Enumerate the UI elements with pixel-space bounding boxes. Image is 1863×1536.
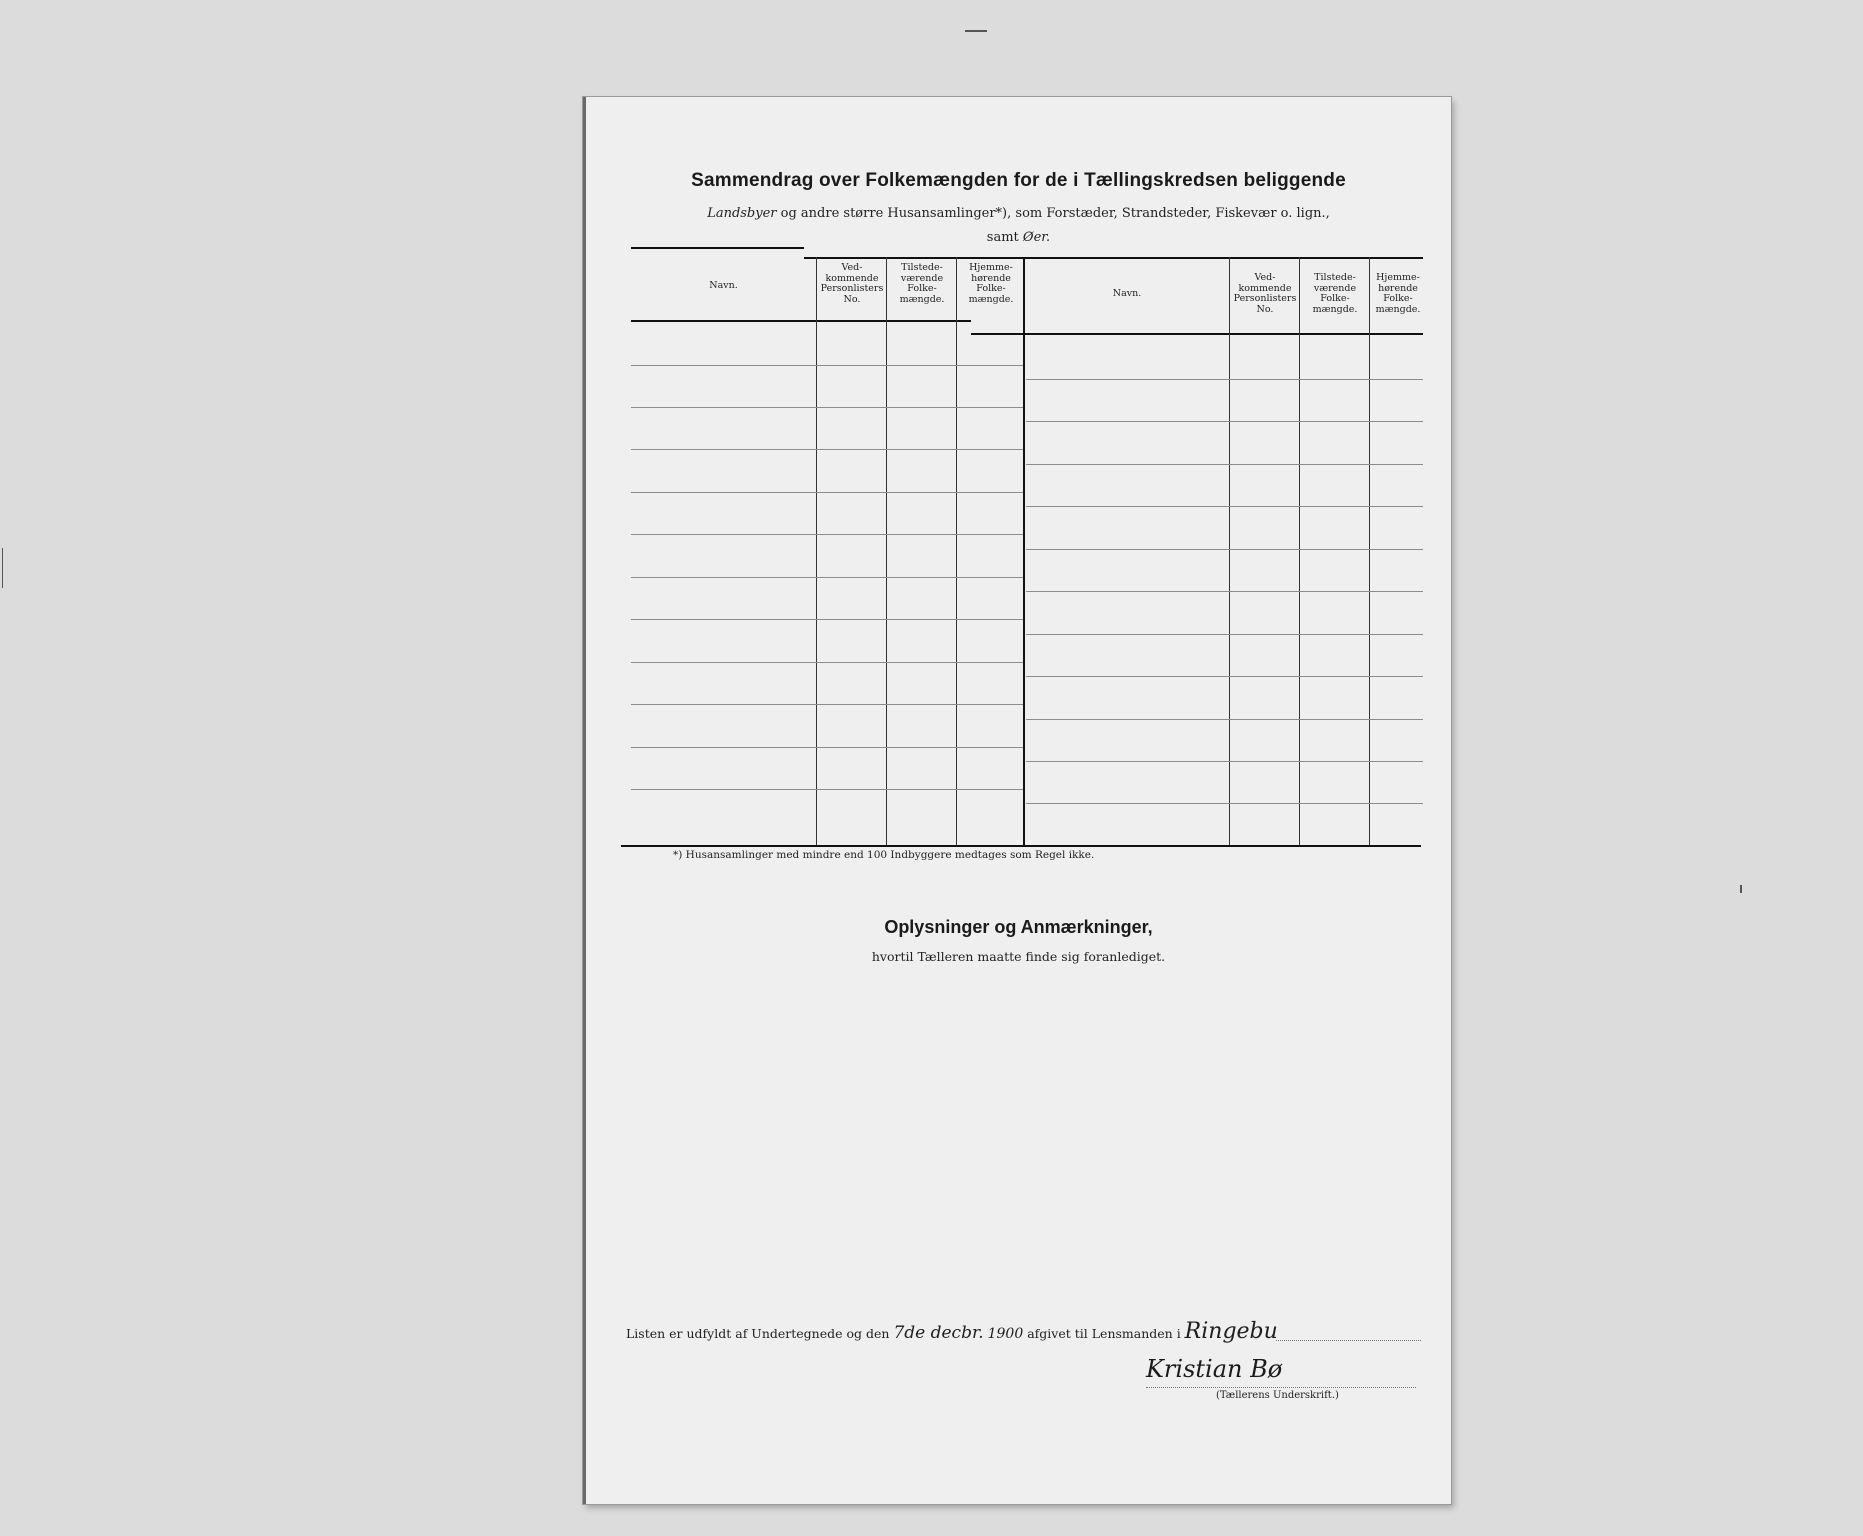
signature-caption: (Tællerens Underskrift.) xyxy=(1216,1390,1339,1401)
table-top-rule xyxy=(631,247,804,249)
col-header-hjemmehorende-left: Hjemme-hørende Folke-mængde. xyxy=(968,262,1014,305)
year: 1900 xyxy=(987,1326,1024,1342)
table-row xyxy=(631,365,1023,366)
column-divider xyxy=(956,257,957,845)
col-header-tilstedevaerende-left: Tilstede-værende Folke-mængde. xyxy=(899,262,945,305)
place-dotted-line xyxy=(1276,1340,1421,1341)
subtitle-oer: Øer. xyxy=(1022,230,1051,245)
table-header-rule xyxy=(971,333,1423,335)
form-title: Sammendrag over Folkemængden for de i Tællingskredsen beliggende xyxy=(691,170,1346,191)
column-divider xyxy=(1229,257,1230,845)
column-divider xyxy=(1299,257,1300,845)
col-header-personlisters-right: Ved-kommende Personlisters No. xyxy=(1233,272,1297,315)
statement-text-1: Listen er udfyldt af Undertegnede og den xyxy=(626,1326,890,1341)
col-header-personlisters-left: Ved-kommende Personlisters No. xyxy=(820,262,884,305)
section-title: Oplysninger og Anmærkninger, xyxy=(884,917,1153,937)
table-row xyxy=(631,747,1023,748)
table-row xyxy=(631,449,1023,450)
col-header-tilstedevaerende-right: Tilstede-værende Folke-mængde. xyxy=(1312,272,1358,315)
form-subtitle xyxy=(586,202,1451,250)
footnote: *) Husansamlinger med mindre end 100 Indbyggere medtages som Regel ikke. xyxy=(673,849,1095,861)
table-top-rule xyxy=(804,257,1423,259)
column-divider xyxy=(1369,257,1370,845)
column-divider xyxy=(886,257,887,845)
table-row xyxy=(1026,719,1423,720)
table-row xyxy=(631,492,1023,493)
handwritten-place: Ringebu xyxy=(1184,1319,1278,1344)
handwritten-signature: Kristian Bø xyxy=(1146,1355,1283,1383)
table-row xyxy=(631,704,1023,705)
table-row xyxy=(1026,591,1423,592)
table-row xyxy=(1026,549,1423,550)
table-row xyxy=(1026,634,1423,635)
col-header-navn-right: Navn. xyxy=(1112,288,1142,299)
table-bottom-rule xyxy=(621,845,1421,847)
col-header-hjemmehorende-right: Hjemme-hørende Folke-mængde. xyxy=(1375,272,1421,315)
table-row xyxy=(631,407,1023,408)
signature-dotted-line xyxy=(1146,1387,1416,1388)
signature-statement xyxy=(626,1319,1278,1344)
handwritten-date: 7de decbr. xyxy=(893,1323,984,1343)
census-form-page xyxy=(583,97,1451,1504)
subtitle-samt: samt xyxy=(986,230,1023,245)
scan-speck xyxy=(1740,885,1742,893)
table-row xyxy=(1026,803,1423,804)
subtitle-line1: og andre større Husansamlinger*), som Forstæder, Strandsteder, Fiskevær o. lign., xyxy=(776,206,1330,221)
table-row xyxy=(1026,761,1423,762)
scan-speck xyxy=(2,548,3,588)
table-row xyxy=(631,619,1023,620)
table-row xyxy=(631,789,1023,790)
table-row xyxy=(1026,464,1423,465)
column-divider xyxy=(816,257,817,845)
scan-speck xyxy=(965,30,987,32)
center-divider xyxy=(1023,257,1025,845)
table-header-rule xyxy=(631,320,971,322)
table-row xyxy=(631,534,1023,535)
table-row xyxy=(1026,676,1423,677)
table-row xyxy=(1026,506,1423,507)
table-row xyxy=(631,662,1023,663)
table-row xyxy=(1026,379,1423,380)
subtitle-landsbyer: Landsbyer xyxy=(707,206,777,221)
section-subtitle: hvortil Tælleren maatte finde sig foranlediget. xyxy=(871,949,1166,964)
statement-text-2: afgivet til Lensmanden i xyxy=(1027,1326,1181,1341)
col-header-navn-left: Navn. xyxy=(709,280,738,291)
table-row xyxy=(631,577,1023,578)
table-row xyxy=(1026,421,1423,422)
